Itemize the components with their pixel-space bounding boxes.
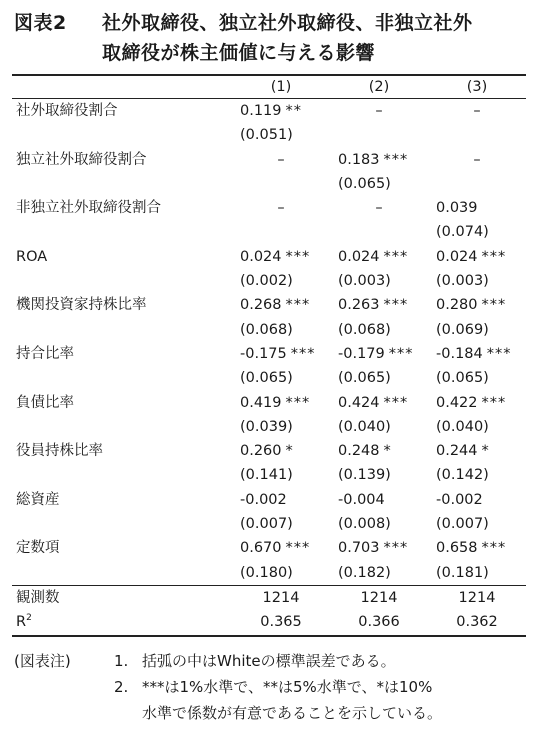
coefficient-value: -0.004 <box>338 491 385 508</box>
coefficient-value: -0.002 <box>240 491 287 508</box>
standard-error-cell: (0.051) <box>240 127 293 144</box>
coefficient-cell <box>428 148 526 172</box>
standard-error-cell <box>330 220 428 244</box>
standard-error-label-blank <box>12 561 232 586</box>
significance-stars: *** <box>285 540 311 557</box>
standard-error-row <box>12 269 526 293</box>
coefficient-value: – <box>473 151 481 168</box>
note-2-text: ***は1%水準で、**は5%水準で、*は10% <box>142 678 433 696</box>
standard-error-cell: (0.180) <box>240 564 293 581</box>
standard-error-cell: (0.007) <box>436 516 489 533</box>
significance-stars: *** <box>481 394 507 411</box>
coefficient-cell <box>330 488 428 512</box>
coefficient-value: 0.244 <box>436 443 478 460</box>
variable-label: 独立社外取締役割合 <box>16 151 147 168</box>
standard-error-label-blank <box>12 269 232 293</box>
standard-error-cell: (0.065) <box>338 370 391 387</box>
coefficient-value: 0.024 <box>436 248 478 265</box>
coefficient-value: – <box>277 200 285 217</box>
variable-label: 総資産 <box>16 491 60 508</box>
coefficient-value: 0.248 <box>338 443 380 460</box>
coefficient-cell <box>330 148 428 172</box>
standard-error-row <box>12 415 526 439</box>
standard-error-label-blank <box>12 220 232 244</box>
variable-row <box>12 99 526 124</box>
observations-value: 1214 <box>262 589 300 606</box>
standard-error-cell: (0.003) <box>338 273 391 290</box>
note-2-number: 2. <box>114 678 129 696</box>
header-blank <box>12 75 232 99</box>
standard-error-cell: (0.141) <box>240 467 293 484</box>
variable-label: 機関投資家持株比率 <box>16 297 147 314</box>
standard-error-cell: (0.065) <box>338 175 391 192</box>
significance-stars: *** <box>486 345 512 362</box>
variable-row <box>12 293 526 317</box>
column-header-row <box>12 75 526 99</box>
standard-error-row <box>12 318 526 342</box>
coefficient-cell <box>330 536 428 560</box>
coefficient-value: – <box>473 103 481 119</box>
figure-title-line1 <box>14 8 526 38</box>
standard-error-cell: (0.039) <box>240 418 293 435</box>
significance-stars: *** <box>383 394 409 411</box>
coefficient-value: -0.184 <box>436 345 483 362</box>
variable-row <box>12 196 526 220</box>
significance-stars: *** <box>290 345 316 362</box>
r-squared-value: 0.366 <box>358 614 400 631</box>
significance-stars: ** <box>285 103 303 119</box>
standard-error-label-blank <box>12 463 232 487</box>
figure-title-text-2: 取締役が株主価値に与える影響 <box>102 42 376 64</box>
standard-error-label-blank <box>12 415 232 439</box>
significance-stars: * <box>383 443 392 460</box>
coefficient-value: – <box>277 151 285 168</box>
coefficient-cell <box>232 99 330 124</box>
standard-error-cell: (0.007) <box>240 516 293 533</box>
standard-error-cell <box>428 123 526 147</box>
r-squared-symbol: R <box>16 614 27 631</box>
r-squared-superscript: 2 <box>26 613 32 624</box>
coefficient-value: -0.179 <box>338 345 385 362</box>
coefficient-cell <box>232 245 330 269</box>
significance-stars: *** <box>285 297 311 314</box>
variable-row <box>12 391 526 415</box>
coefficient-value: 0.658 <box>436 540 478 557</box>
variable-row <box>12 488 526 512</box>
regression-table-body <box>12 75 526 636</box>
standard-error-cell <box>232 220 330 244</box>
note-1-number: 1. <box>114 652 129 670</box>
column-header-3: (3) <box>466 79 488 95</box>
r-squared-label <box>12 610 232 635</box>
standard-error-label-blank <box>12 512 232 536</box>
standard-error-cell: (0.040) <box>338 418 391 435</box>
note-2 <box>14 674 526 700</box>
column-header-2: (2) <box>368 79 390 95</box>
standard-error-cell: (0.068) <box>338 321 391 338</box>
coefficient-cell <box>330 439 428 463</box>
variable-row <box>12 536 526 560</box>
coefficient-cell <box>428 245 526 269</box>
note-1-text: 括弧の中はWhiteの標準誤差である。 <box>142 652 396 670</box>
standard-error-cell: (0.069) <box>436 321 489 338</box>
variable-label: 非独立社外取締役割合 <box>16 200 161 217</box>
coefficient-cell <box>330 99 428 124</box>
coefficient-cell <box>428 342 526 366</box>
variable-row <box>12 439 526 463</box>
coefficient-value: 0.119 <box>240 103 282 119</box>
coefficient-value: 0.263 <box>338 297 380 314</box>
variable-label: 持合比率 <box>16 345 74 362</box>
coefficient-cell <box>330 391 428 415</box>
coefficient-cell <box>232 293 330 317</box>
significance-stars: *** <box>285 248 311 265</box>
standard-error-cell: (0.002) <box>240 273 293 290</box>
variable-label: 社外取締役割合 <box>16 103 118 119</box>
coefficient-value: 0.268 <box>240 297 282 314</box>
observations-value: 1214 <box>360 589 398 606</box>
standard-error-cell <box>330 123 428 147</box>
notes-heading: (図表注) <box>14 652 71 670</box>
coefficient-value: 0.424 <box>338 394 380 411</box>
standard-error-cell: (0.003) <box>436 273 489 290</box>
note-2-continuation: 水準で係数が有意であることを示している。 <box>142 704 443 722</box>
coefficient-value: – <box>375 200 383 217</box>
coefficient-value: 0.024 <box>240 248 282 265</box>
significance-stars: *** <box>481 540 507 557</box>
variable-label: ROA <box>16 248 48 265</box>
coefficient-cell <box>428 196 526 220</box>
figure-title-text-1: 社外取締役、独立社外取締役、非独立社外 <box>102 12 473 34</box>
coefficient-value: 0.260 <box>240 443 282 460</box>
standard-error-row <box>12 561 526 586</box>
significance-stars: * <box>481 443 490 460</box>
standard-error-row <box>12 220 526 244</box>
coefficient-cell <box>428 391 526 415</box>
standard-error-label-blank <box>12 318 232 342</box>
coefficient-cell <box>330 245 428 269</box>
standard-error-cell: (0.181) <box>436 564 489 581</box>
coefficient-value: 0.419 <box>240 394 282 411</box>
standard-error-row <box>12 123 526 147</box>
coefficient-value: 0.280 <box>436 297 478 314</box>
variable-row <box>12 148 526 172</box>
standard-error-cell <box>428 172 526 196</box>
standard-error-row <box>12 172 526 196</box>
standard-error-cell: (0.139) <box>338 467 391 484</box>
significance-stars: *** <box>383 248 409 265</box>
variable-row <box>12 245 526 269</box>
coefficient-cell <box>330 342 428 366</box>
coefficient-value: -0.002 <box>436 491 483 508</box>
coefficient-value: 0.183 <box>338 151 380 168</box>
note-indent <box>14 674 114 700</box>
note-1 <box>14 648 526 674</box>
standard-error-cell <box>232 172 330 196</box>
coefficient-value: 0.422 <box>436 394 478 411</box>
r-squared-value: 0.365 <box>260 614 302 631</box>
observations-label: 観測数 <box>16 589 60 606</box>
significance-stars: * <box>285 443 294 460</box>
significance-stars: *** <box>383 151 409 168</box>
coefficient-cell <box>232 342 330 366</box>
significance-stars: *** <box>383 297 409 314</box>
coefficient-cell <box>232 148 330 172</box>
standard-error-cell: (0.142) <box>436 467 489 484</box>
coefficient-cell <box>330 196 428 220</box>
variable-label: 役員持株比率 <box>16 443 103 460</box>
standard-error-cell: (0.065) <box>240 370 293 387</box>
r-squared-value: 0.362 <box>456 614 498 631</box>
coefficient-cell <box>232 488 330 512</box>
coefficient-value: – <box>375 103 383 119</box>
significance-stars: *** <box>388 345 414 362</box>
figure-label: 図表2 <box>14 12 67 34</box>
figure-title <box>14 8 526 68</box>
column-header-1: (1) <box>270 79 292 95</box>
coefficient-cell <box>330 293 428 317</box>
observations-row <box>12 585 526 610</box>
regression-table-wrap <box>12 74 526 637</box>
variable-label: 定数項 <box>16 540 60 557</box>
standard-error-cell: (0.074) <box>436 224 489 241</box>
coefficient-value: 0.024 <box>338 248 380 265</box>
standard-error-label-blank <box>12 123 232 147</box>
observations-value: 1214 <box>458 589 496 606</box>
standard-error-label-blank <box>12 366 232 390</box>
variable-row <box>12 342 526 366</box>
coefficient-value: 0.703 <box>338 540 380 557</box>
coefficient-cell <box>428 293 526 317</box>
regression-table <box>12 74 526 637</box>
standard-error-cell: (0.068) <box>240 321 293 338</box>
coefficient-value: -0.175 <box>240 345 287 362</box>
coefficient-cell <box>232 196 330 220</box>
coefficient-cell <box>428 536 526 560</box>
table-notes <box>14 648 526 726</box>
coefficient-cell <box>232 391 330 415</box>
significance-stars: *** <box>383 540 409 557</box>
variable-label: 負債比率 <box>16 394 74 411</box>
coefficient-cell <box>428 439 526 463</box>
coefficient-cell <box>232 439 330 463</box>
coefficient-cell <box>232 536 330 560</box>
significance-stars: *** <box>285 394 311 411</box>
r-squared-row <box>12 610 526 635</box>
coefficient-cell <box>428 99 526 124</box>
significance-stars: *** <box>481 248 507 265</box>
coefficient-value: 0.039 <box>436 200 478 217</box>
significance-stars: *** <box>481 297 507 314</box>
coefficient-cell <box>428 488 526 512</box>
standard-error-cell: (0.065) <box>436 370 489 387</box>
standard-error-cell: (0.040) <box>436 418 489 435</box>
standard-error-row <box>12 463 526 487</box>
standard-error-cell: (0.182) <box>338 564 391 581</box>
standard-error-row <box>12 512 526 536</box>
standard-error-label-blank <box>12 172 232 196</box>
standard-error-cell: (0.008) <box>338 516 391 533</box>
standard-error-row <box>12 366 526 390</box>
coefficient-value: 0.670 <box>240 540 282 557</box>
